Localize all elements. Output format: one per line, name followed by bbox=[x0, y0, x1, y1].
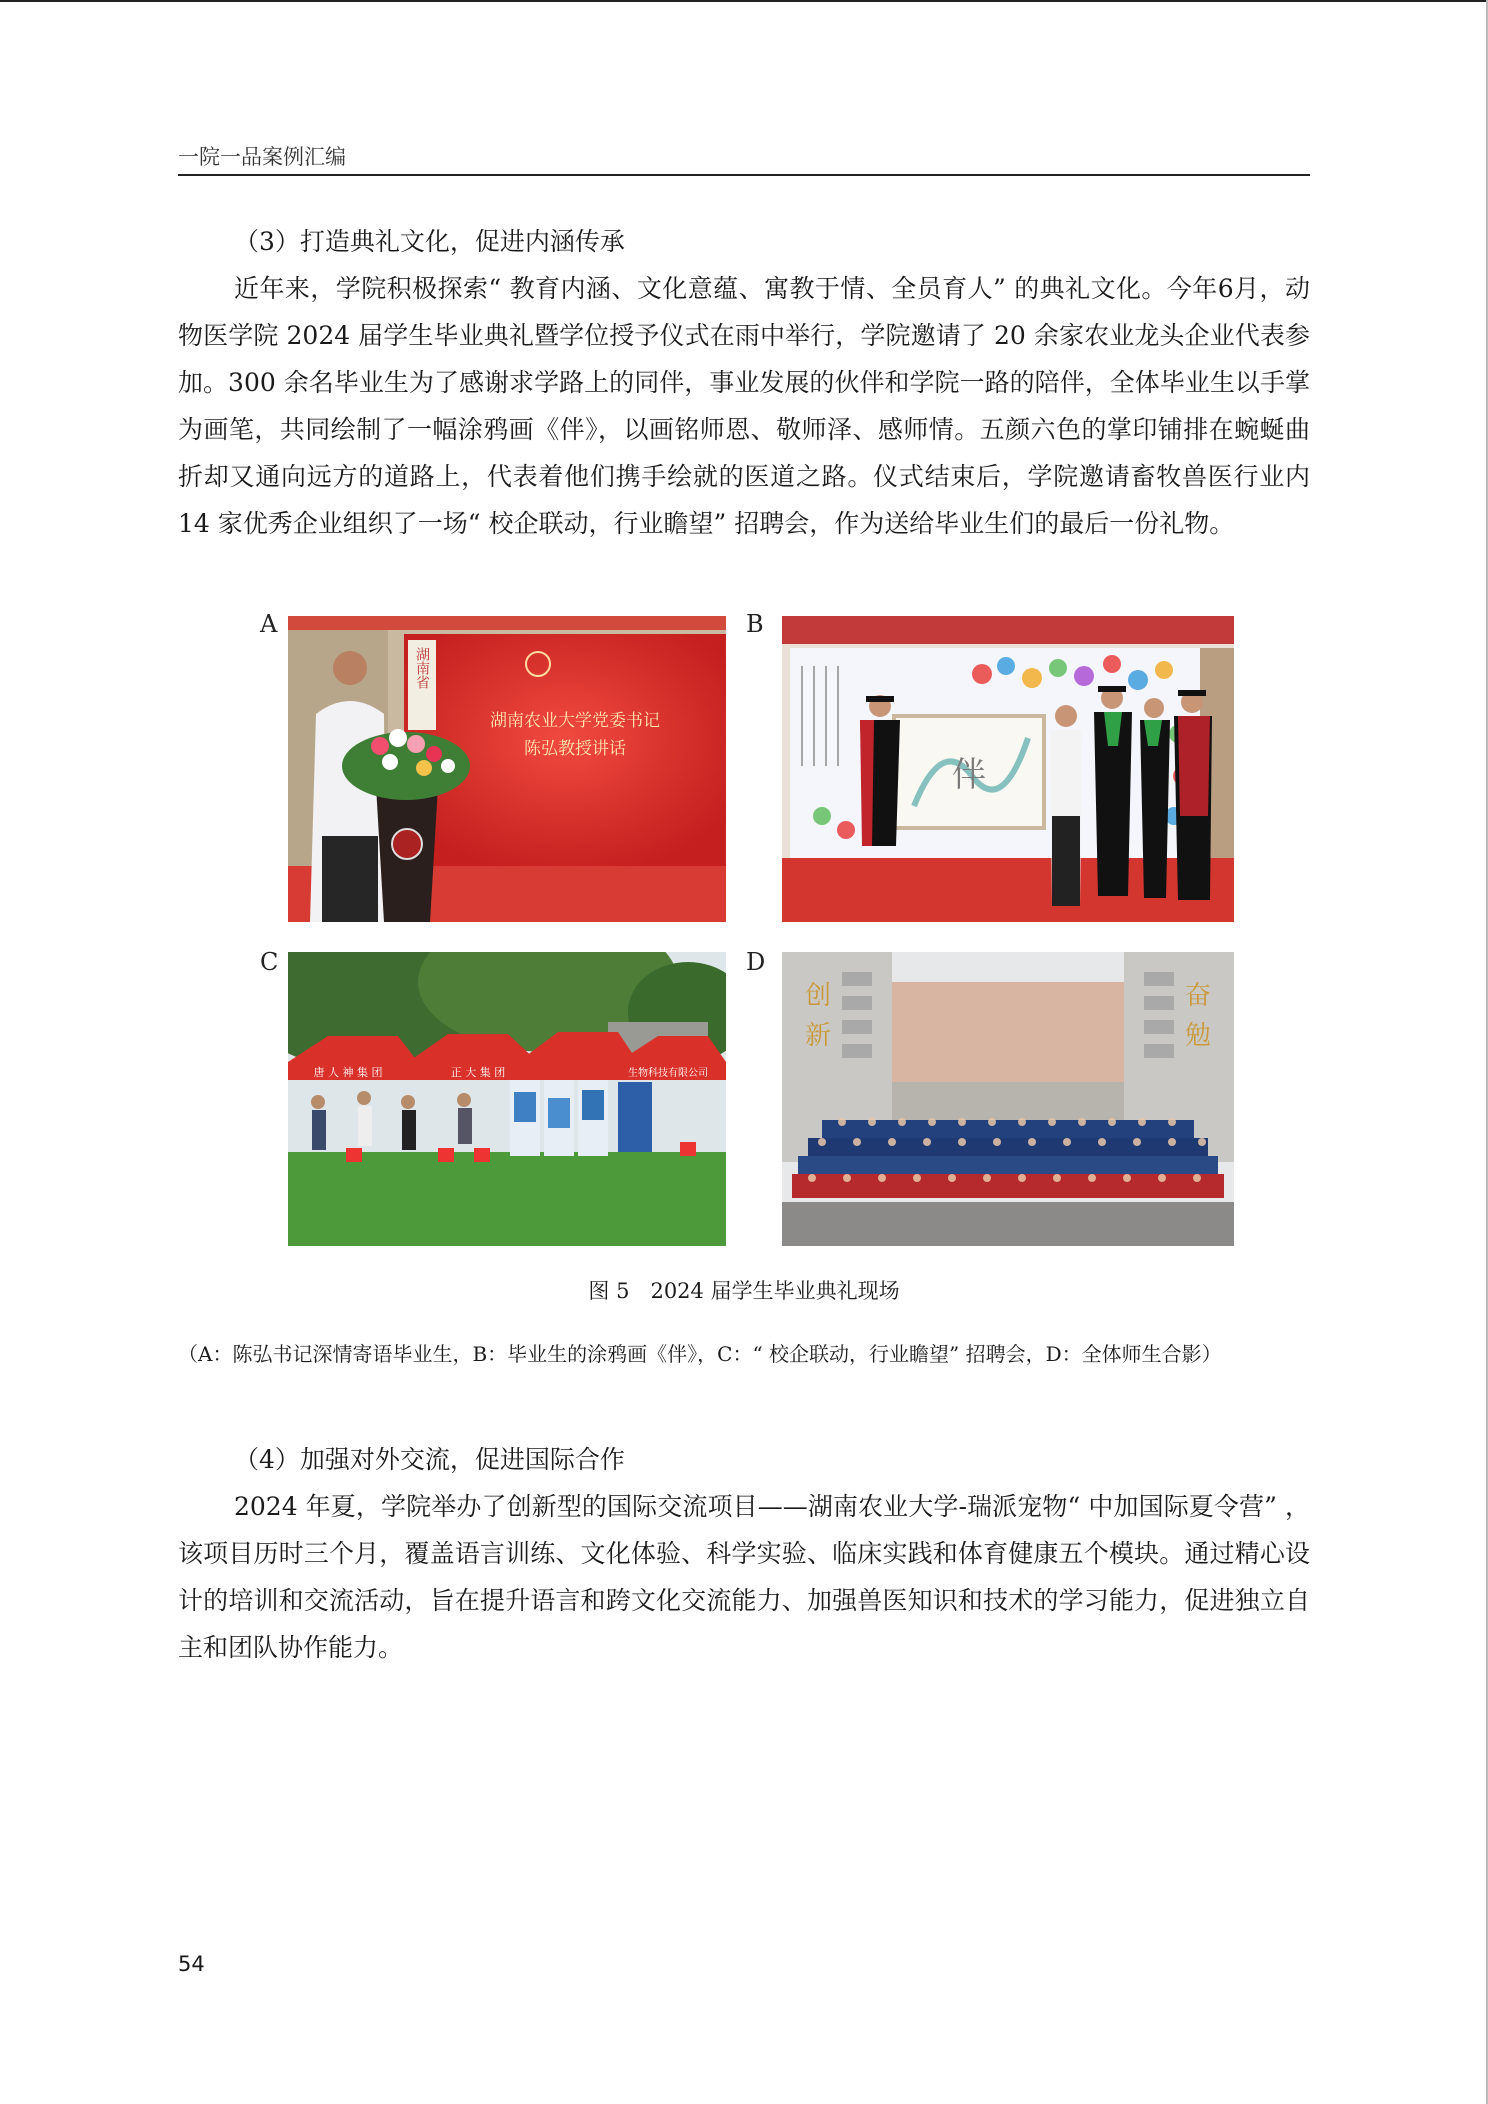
page-top-border bbox=[0, 0, 1488, 2]
photo-c-tent1: 唐 人 神 集 团 bbox=[313, 1066, 383, 1079]
photo-d-illustration bbox=[782, 952, 1234, 1246]
figure-caption: 图 5 2024 届学生毕业典礼现场 bbox=[588, 1279, 900, 1303]
photo-d-label: D bbox=[746, 948, 766, 976]
photo-d-right1: 奋 bbox=[1184, 981, 1212, 1011]
running-header: 一院一品案例汇编 bbox=[178, 140, 1310, 176]
section-4-body bbox=[178, 1483, 1310, 1671]
photo-b-painting-char: 伴 bbox=[952, 755, 986, 795]
photo-a-label: A bbox=[260, 610, 278, 638]
photo-a-sign: 湖南省 bbox=[414, 647, 430, 689]
photo-c-illustration bbox=[288, 952, 726, 1246]
photo-a-speech bbox=[288, 616, 726, 922]
photo-b-illustration bbox=[782, 616, 1234, 922]
section-4-heading: （4）加强对外交流，促进国际合作 bbox=[234, 1445, 625, 1474]
figure-legend: （A：陈弘书记深情寄语毕业生，B：毕业生的涂鸦画《伴》，C：“ 校企联动，行业瞻望” 招聘会，D：全体师生合影） bbox=[178, 1342, 1222, 1366]
photo-c-job-fair bbox=[288, 952, 726, 1246]
photo-c-tent2: 正 大 集 团 bbox=[450, 1066, 506, 1079]
photo-d-left1: 创 bbox=[804, 981, 832, 1011]
section-3-body bbox=[178, 265, 1310, 547]
section-3-paragraph: 近年来，学院积极探索“ 教育内涵、文化意蕴、寓教于情、全员育人” 的典礼文化。今年6月，动物医学院 2024 届学生毕业典礼暨学位授予仪式在雨中举行，学院邀请了 20 余家农业龙头企业代表参加。300 余名毕业生为了感谢求学路上的同伴，事业发展的伙伴和学院一路的陪伴，全体毕业生以手掌为画笔，共同绘制了一幅涂鸦画《伴》，以画铭师恩、敬师泽、感师情。五颜六色的掌印铺排在蜿蜒曲折却又通向远方的道路上，代表着他们携手绘就的医道之路。仪式结束后，学院邀请畜牧兽医行业内 14 家优秀企业组织了一场“ 校企联动，行业瞻望” 招聘会，作为送给毕业生们的最后一份礼物。 bbox=[178, 274, 1310, 538]
section-3-heading: （3）打造典礼文化，促进内涵传承 bbox=[234, 227, 625, 256]
section-4-paragraph: 2024 年夏，学院举办了创新型的国际交流项目——湖南农业大学-瑞派宠物“ 中加国际夏令营” ，该项目历时三个月，覆盖语言训练、文化体验、科学实验、临床实践和体育健康五个模块。通过精心设计的培训和交流活动，旨在提升语言和跨文化交流能力、加强兽医知识和技术的学习能力，促进独立自主和团队协作能力。 bbox=[178, 1492, 1310, 1662]
photo-a-screen-line1: 湖南农业大学党委书记 bbox=[490, 711, 660, 731]
photo-a-screen-line2: 陈弘教授讲话 bbox=[524, 739, 626, 759]
photo-c-label: C bbox=[260, 948, 279, 976]
photo-d-group bbox=[782, 952, 1234, 1246]
page-number: 54 bbox=[178, 1952, 205, 1976]
photo-b-painting bbox=[782, 616, 1234, 922]
photo-c-tent3: 生物科技有限公司 bbox=[628, 1068, 708, 1079]
photo-b-label: B bbox=[746, 610, 764, 638]
photo-d-right2: 勉 bbox=[1184, 1021, 1212, 1051]
photo-a-illustration bbox=[288, 616, 726, 922]
photo-d-left2: 新 bbox=[804, 1021, 832, 1051]
